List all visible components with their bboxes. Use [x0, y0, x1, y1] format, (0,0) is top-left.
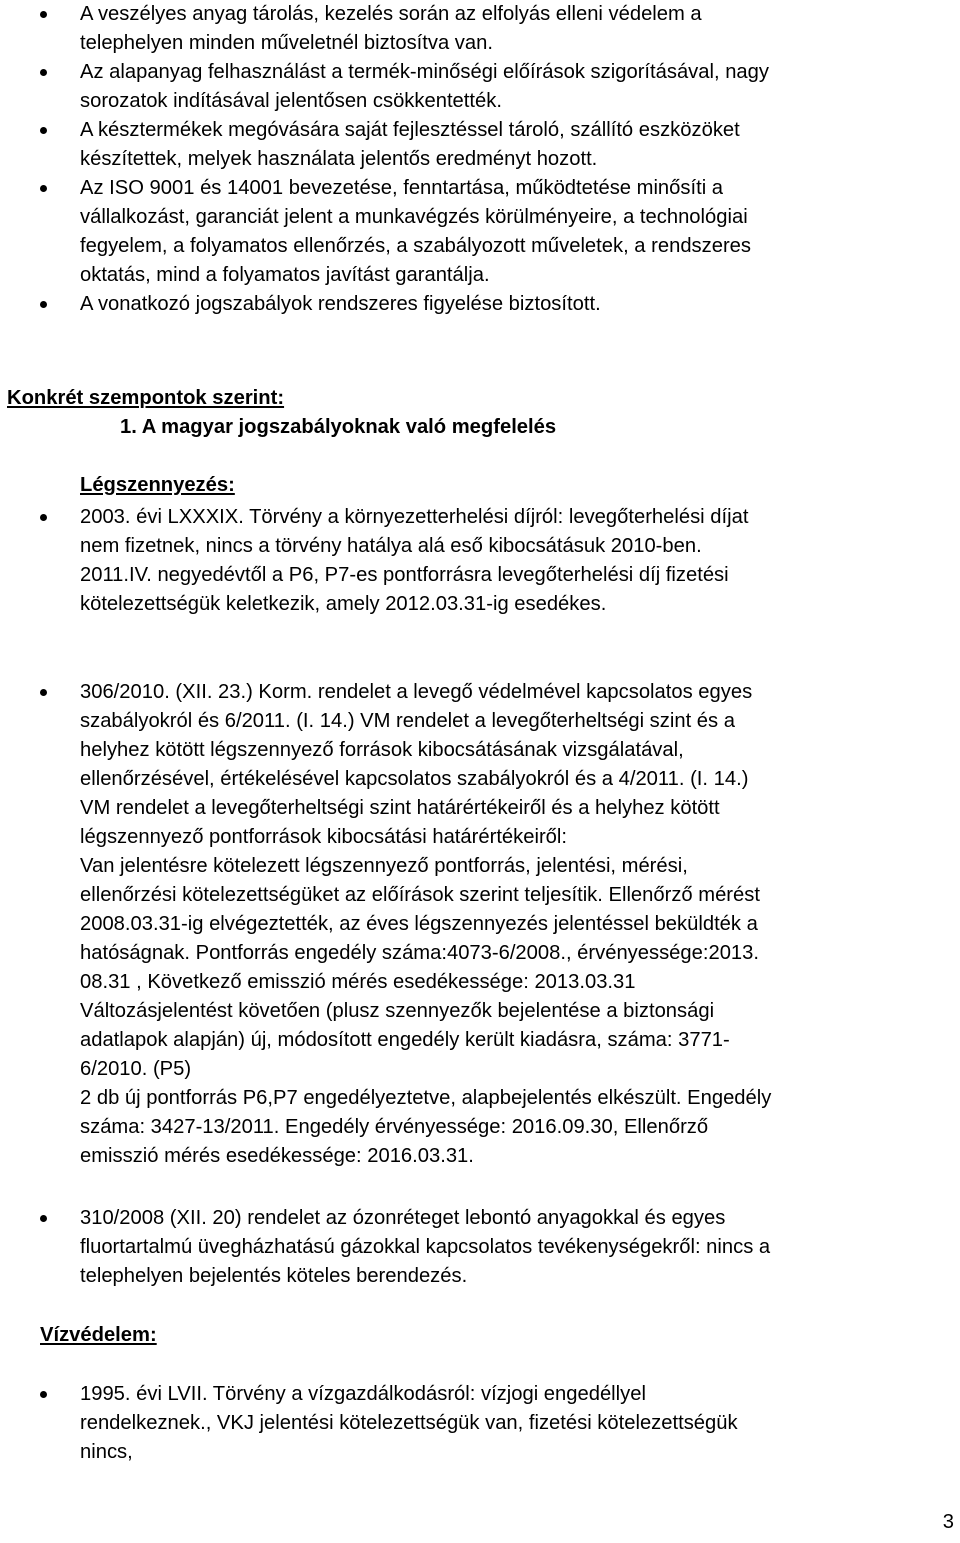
list-item	[0, 678, 960, 1171]
intro-bullet-list	[0, 0, 960, 319]
text-line: 08.31 , Következő emisszió mérés esedékessége: 2013.03.31	[80, 971, 636, 993]
text-line: nem fizetnek, nincs a törvény hatálya alá eső kibocsátásuk 2010-ben.	[80, 535, 702, 557]
text-line: helyhez kötött légszennyező források kibocsátásának vizsgálatával,	[80, 739, 684, 761]
text-line: vállalkozást, garanciát jelent a munkavégzés körülményeire, a technológiai	[80, 206, 748, 228]
list-item	[0, 503, 960, 619]
text-line: 2003. évi LXXXIX. Törvény a környezetterhelési díjról: levegőterhelési díjat	[80, 506, 749, 528]
text-line: A vonatkozó jogszabályok rendszeres figyelése biztosított.	[80, 293, 601, 315]
list-item	[0, 0, 960, 58]
list-item	[0, 174, 960, 290]
list-item	[0, 58, 960, 116]
text-line: 306/2010. (XII. 23.) Korm. rendelet a levegő védelmével kapcsolatos egyes	[80, 681, 753, 703]
text-line: adatlapok alapján) új, módosított engedély került kiadásra, száma: 3771-	[80, 1029, 730, 1051]
text-line: 2 db új pontforrás P6,P7 engedélyeztetve, alapbejelentés elkészült. Engedély	[80, 1087, 772, 1109]
air-heading: Légszennyezés:	[80, 474, 235, 496]
text-line: Változásjelentést követően (plusz szennyezők bejelentése a biztonsági	[80, 1000, 715, 1022]
text-line: készítettek, melyek használata jelentős eredményt hozott.	[80, 148, 598, 170]
water-bullet-1	[0, 1380, 960, 1467]
text-line: 2008.03.31-ig elvégeztették, az éves légszennyezés jelentéssel beküldték a	[80, 913, 758, 935]
text-line: nincs,	[80, 1441, 133, 1463]
text-line: fluortartalmú üvegházhatású gázokkal kapcsolatos tevékenységekről: nincs a	[80, 1236, 771, 1258]
list-item	[0, 116, 960, 174]
text-line: Az alapanyag felhasználást a termék-minőségi előírások szigorításával, nagy	[80, 61, 769, 83]
text-line: ellenőrzési kötelezettségüket az előírások szerint teljesítik. Ellenőrző mérést	[80, 884, 760, 906]
text-line: száma: 3427-13/2011. Engedély érvényessége: 2016.09.30, Ellenőrző	[80, 1116, 709, 1138]
text-line: kötelezettségük keletkezik, amely 2012.03.31-ig esedékes.	[80, 593, 607, 615]
text-line: Az ISO 9001 és 14001 bevezetése, fenntartása, működtetése minősíti a	[80, 177, 724, 199]
text-line: Van jelentésre kötelezett légszennyező pontforrás, jelentési, mérési,	[80, 855, 688, 877]
text-line: 6/2010. (P5)	[80, 1058, 192, 1080]
text-line: légszennyező pontforrások kibocsátási határértékeiről:	[80, 826, 568, 848]
text-line: 2011.IV. negyedévtől a P6, P7-es pontforrásra levegőterhelési díj fizetési	[80, 564, 729, 586]
text-line: A veszélyes anyag tárolás, kezelés során az elfolyás elleni védelem a	[80, 3, 702, 25]
text-line: emisszió mérés esedékessége: 2016.03.31.	[80, 1145, 474, 1167]
text-line: sorozatok indításával jelentősen csökkentették.	[80, 90, 502, 112]
list-item	[0, 1204, 960, 1291]
text-line: fegyelem, a folyamatos ellenőrzés, a szabályozott műveletek, a rendszeres	[80, 235, 752, 257]
text-line: rendelkeznek., VKJ jelentési kötelezettségük van, fizetési kötelezettségük	[80, 1412, 738, 1434]
subsection-heading: 1. A magyar jogszabályoknak való megfelelés	[120, 416, 557, 438]
text-line: VM rendelet a levegőterheltségi szint határértékeiről és a helyhez kötött	[80, 797, 720, 819]
air-bullet-1	[0, 503, 960, 619]
text-line: ellenőrzésével, értékelésével kapcsolatos szabályokról és a 4/2011. (I. 14.)	[80, 768, 749, 790]
section-heading: Konkrét szempontok szerint:	[7, 387, 285, 409]
water-heading: Vízvédelem:	[40, 1324, 157, 1346]
air-bullet-3	[0, 1204, 960, 1291]
text-line: 310/2008 (XII. 20) rendelet az ózonréteget lebontó anyagokkal és egyes	[80, 1207, 726, 1229]
page-number: 3	[942, 1511, 954, 1533]
text-line: szabályokról és 6/2011. (I. 14.) VM rendelet a levegőterheltségi szint és a	[80, 710, 735, 732]
text-line: hatóságnak. Pontforrás engedély száma:4073-6/2008., érvényessége:2013.	[80, 942, 759, 964]
list-item	[0, 1380, 960, 1467]
list-item	[0, 290, 960, 319]
text-line: 1995. évi LVII. Törvény a vízgazdálkodásról: vízjogi engedéllyel	[80, 1383, 646, 1405]
text-line: telephelyen minden műveletnél biztosítva van.	[80, 32, 493, 54]
text-line: telephelyen bejelentés köteles berendezés.	[80, 1265, 468, 1287]
air-bullet-2	[0, 678, 960, 1171]
text-line: A késztermékek megóvására saját fejlesztéssel tároló, szállító eszközöket	[80, 119, 740, 141]
text-line: oktatás, mind a folyamatos javítást garantálja.	[80, 264, 490, 286]
